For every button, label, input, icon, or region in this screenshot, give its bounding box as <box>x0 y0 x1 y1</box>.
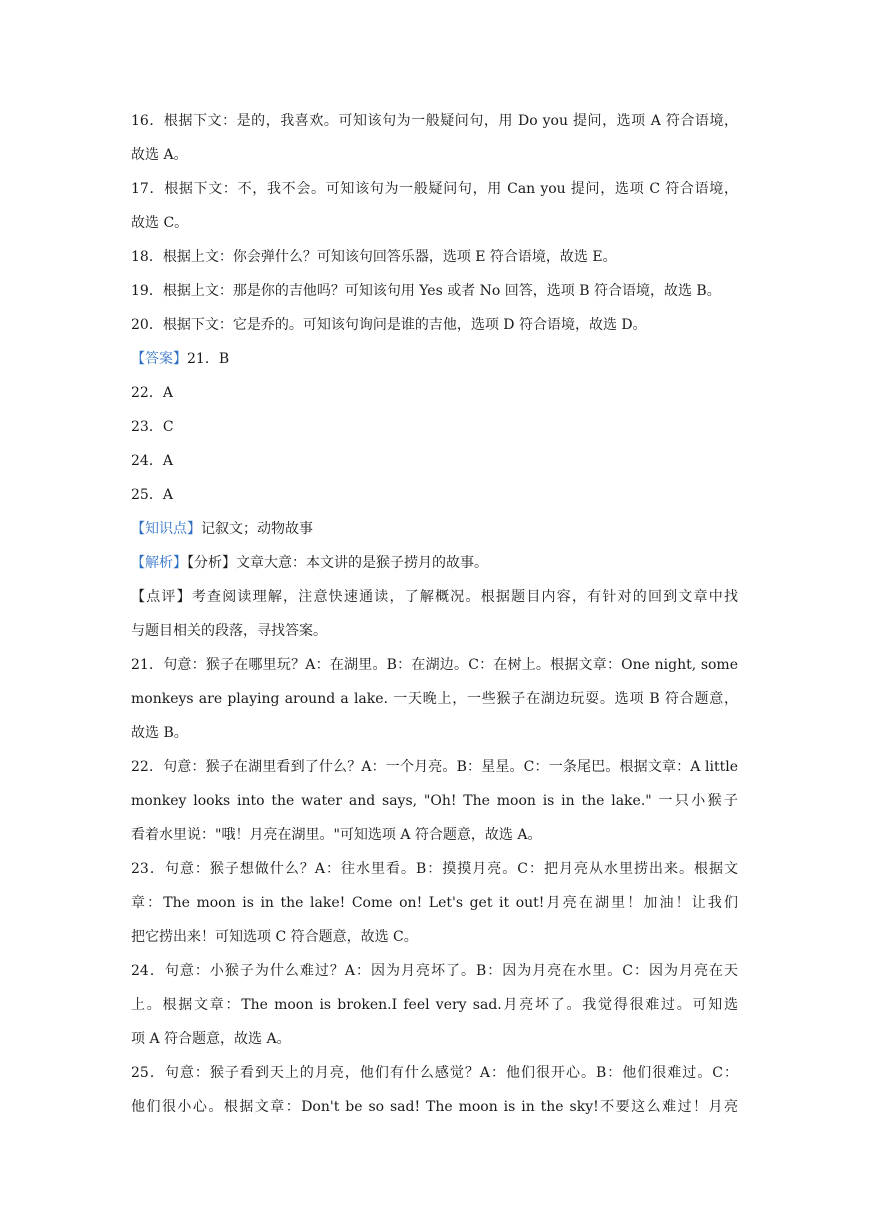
answer-tag: 【答案】 <box>131 351 187 367</box>
answer-heading <box>131 342 738 376</box>
explanation-line: 24．句意：小猴子为什么难过？A：因为月亮坏了。B：因为月亮在水里。C：因为月亮在天 <box>131 963 738 979</box>
document-page <box>131 104 738 1124</box>
explanation-line: 故选 B。 <box>131 725 188 741</box>
answer-item: 24．A <box>131 453 173 469</box>
explanation-line: 故选 A。 <box>131 147 188 163</box>
explanation-line: 18．根据上文：你会弹什么？可知该句回答乐器，选项 E 符合语境，故选 E。 <box>131 249 617 265</box>
explanation-line: 看着水里说："哦！月亮在湖里。"可知选项 A 符合题意，故选 A。 <box>131 827 542 843</box>
explanation-line: 19．根据上文：那是你的吉他吗？可知该句用 Yes 或者 No 回答，选项 B 符合语境，故选 B。 <box>131 283 721 299</box>
explanation-line: monkeys are playing around a lake. 一天晚上，一些猴子在湖边玩耍。选项 B 符合题意， <box>131 691 738 707</box>
explanation-line: 他们很小心。根据文章：Don't be so sad! The moon is in the sky!不要这么难过！月亮 <box>131 1099 738 1115</box>
explanation-line: 与题目相关的段落，寻找答案。 <box>131 623 327 639</box>
knowledge-tag: 【知识点】 <box>131 521 201 537</box>
knowledge-text: 记叙文；动物故事 <box>201 521 313 537</box>
explanation-line: 23．句意：猴子想做什么？A：往水里看。B：摸摸月亮。C：把月亮从水里捞出来。根据文 <box>131 861 738 877</box>
explanation-line: 16．根据下文：是的，我喜欢。可知该句为一般疑问句，用 Do you 提问，选项 A 符合语境， <box>131 113 738 129</box>
answer-item: 23．C <box>131 419 174 435</box>
analysis <box>131 546 738 580</box>
explanation-line: 17．根据下文：不，我不会。可知该句为一般疑问句，用 Can you 提问，选项 C 符合语境， <box>131 181 738 197</box>
explanation-line: 【点评】考查阅读理解，注意快速通读，了解概况。根据题目内容，有针对的回到文章中找 <box>131 589 738 605</box>
answer-item: 21．B <box>187 351 230 367</box>
explanation-line: 25．句意：猴子看到天上的月亮，他们有什么感觉？A：他们很开心。B：他们很难过。C： <box>131 1065 738 1081</box>
explanation-line: 项 A 符合题意，故选 A。 <box>131 1031 291 1047</box>
explanation-line: 上。根据文章：The moon is broken.I feel very sad.月亮坏了。我觉得很难过。可知选 <box>131 997 738 1013</box>
analysis-text: 【分析】文章大意：本文讲的是猴子捞月的故事。 <box>187 555 488 571</box>
explanation-line: 故选 C。 <box>131 215 189 231</box>
explanation-line: 22．句意：猴子在湖里看到了什么？A：一个月亮。B：星星。C：一条尾巴。根据文章：A little <box>131 759 738 775</box>
explanation-line: 20．根据下文：它是乔的。可知该句询问是谁的吉他，选项 D 符合语境，故选 D。 <box>131 317 647 333</box>
explanation-line: monkey looks into the water and says, "Oh! The moon is in the lake." 一只小猴子 <box>131 793 738 809</box>
analysis-tag: 【解析】 <box>131 555 187 571</box>
explanation-line: 把它捞出来！可知选项 C 符合题意，故选 C。 <box>131 929 418 945</box>
explanation-line: 21．句意：猴子在哪里玩？A：在湖里。B：在湖边。C：在树上。根据文章：One night, some <box>131 657 738 673</box>
knowledge-point <box>131 512 738 546</box>
explanation-line: 章：The moon is in the lake! Come on! Let's get it out!月亮在湖里！加油！让我们 <box>131 895 738 911</box>
answer-item: 22．A <box>131 385 173 401</box>
answer-item: 25．A <box>131 487 173 503</box>
